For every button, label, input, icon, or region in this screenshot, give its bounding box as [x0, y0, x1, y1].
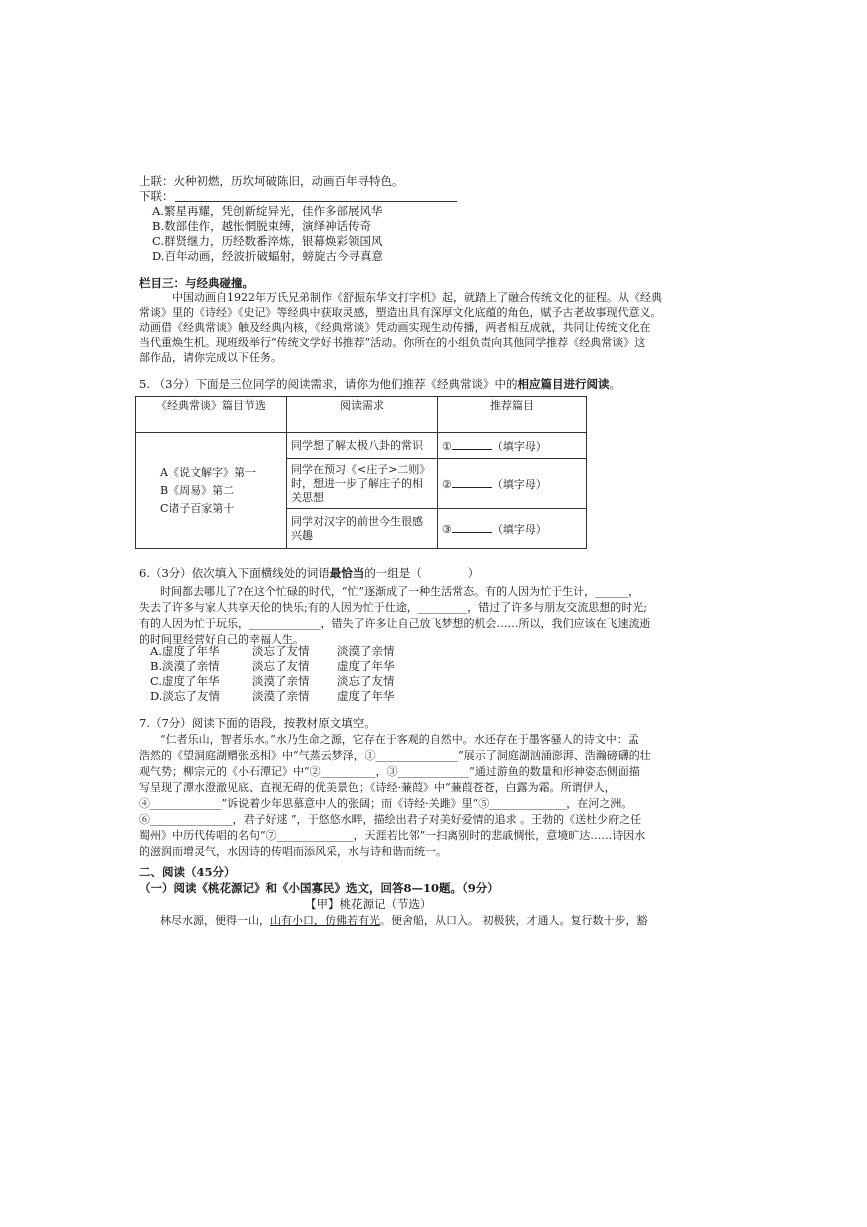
q6-passage-line: 有的人因为忙于玩乐，_____________，错失了许多让自己放飞梦想的机会……所以，我们应该在飞速流逝: [139, 617, 651, 630]
q6-passage-line: 的时间里经营好自己的幸福人生。: [139, 633, 304, 646]
q5-need-3: 同学对汉字的前世今生很感兴趣: [287, 509, 438, 549]
q6-stem-emphasis: 最恰当: [329, 566, 365, 580]
q7-passage-line: 浩然的《望洞庭湖赠张丞相》中“气蒸云梦泽，①_______________”展示了洞庭湖汹涌澎湃、浩瀚磅礴的壮: [139, 749, 651, 762]
section3-title: 栏目三：与经典碰撞。: [139, 276, 254, 290]
section3-paragraph-line: 中国动画自1922年万氏兄弟制作《舒振东华文打字机》起，就踏上了融合传统文化的征程。从《经典: [172, 291, 662, 304]
section3-paragraph-line: 常谈》里的《诗经》《史记》等经典中获取灵感，塑造出具有深厚文化底蕴的角色，赋予古老故事现代意义。: [139, 306, 662, 319]
q5-chapter-c: C诸子百家第十: [160, 501, 235, 515]
q7-passage-line: 写呈现了潭水澄澈见底、直视无碍的优美景色；《诗经·蒹葭》中“蒹葭苍苍，白露为霜。所谓伊人，: [139, 781, 616, 794]
part2-title: 二、阅读（45分）: [139, 865, 236, 879]
q7-passage-line: 蜀州》中历代传唱的名句“⑦______________，天涯若比邻”一扫离别时的悲戚惆怅，意境旷达……诗因水: [139, 829, 646, 842]
q5-need-1: 同学想了解太极八卦的常识: [287, 433, 438, 459]
q5-header-recommend: 推荐篇目: [438, 397, 587, 433]
q5-chapter-list: [136, 433, 287, 549]
q5-answer-3: ③ （填字母）: [438, 509, 587, 549]
section3-paragraph-line: 部作品，请你完成以下任务。: [139, 351, 282, 364]
couplet-option-c: C.群贤继力，历经数番淬炼，银幕焕彩领国风: [152, 234, 383, 248]
part2-subtitle: （一）阅读《桃花源记》和《小国寡民》选文，回答8—10题。（9分）: [139, 881, 499, 895]
q5-stem-emphasis: 相应篇目进行阅读: [517, 377, 610, 391]
exam-page: 上联：火种初燃，历坎坷破陈旧，动画百年寻特色。 下联： A.繁星再耀，凭创新绽异光，佳作多部展风华 B.数部佳作，越怅惘脱束缚，演绎神话传奇 C.群贤继力，历经数番淬炼，银幕焕彩领国风 D.百年动画，经波折破蝠射，螃旋古今寻真意 栏目三：与经典碰撞。 中国动画自1922年万氏兄弟制作《舒振东华文打字机》起，就踏上了融合传统文化的征程。从《经典 常谈》里的《诗经》《史记》等经典中获取灵感，塑造出具有深厚文化底蕴的角色，赋予古老故事现代意义。 动画借《经典常谈》触及经典内核，《经典常谈》凭动画实现生动传播，两者相互成就，共同让传统文化在 当代重焕生机。现班级举行“传统文学好书推荐”活动。你所在的小组负责向其他同学推荐《经典常谈》这 部作品，请你完成以下任务。 5. （3分）下面是三位同学的阅读需求，请你为他们推荐《经典常谈》中的相应篇目进行阅读。 《经典常谈》篇目节选 阅读需求 推荐篇目 A《说文解字》第一 B《周易》第二 C诸子百家第十 同学想了解太极八卦的常识 ① （填字母） 同学在预习《<庄子>二则》时，想进一步了解庄子的相关思想 ② （填字母） 同学对汉字的前世今生很感兴趣 ③ （填字母） 6.（3分）依次填入下面横线处的词语最恰当的一组是（ ） 时间都去哪儿了?在这个忙碌的时代，“忙”逐渐成了一种生活常态。有的人因为忙于生计，______， 失去了许多与家人共享天伦的快乐;有的人因为忙于仕途，_________，错过了许多与朋友交流思想的时光; 有的人因为忙于玩乐，_____________，错失了许多让自己放飞梦想的机会……所以，我们应该在飞速流逝 的时间里经营好自己的幸福人生。 A.虚度了年华 淡忘了友情 淡漠了亲情 B.淡漠了亲情 淡忘了友情 虚度了年华 C.虚度了年华 淡漠了亲情 淡忘了友情 D.淡忘了友情 淡漠了亲情 虚度了年华 7.（7分）阅读下面的语段，按教材原文填空。 “仁者乐山，智者乐水。”水乃生命之源，它存在于客观的自然中。水还存在于墨客骚人的诗文中：孟 浩然的《望洞庭湖赠张丞相》中“气蒸云梦泽，①_______________”展示了洞庭湖汹涌澎湃、浩瀚磅礴的壮 观气势；柳宗元的《小石潭记》中“②__________，③_____________”通过游鱼的数量和形神姿态侧面描 写呈现了潭水澄澈见底、直视无碍的优美景色；《诗经·蒹葭》中“蒹葭苍苍，白露为霜。所谓伊人， ④_____________”诉说着少年思慕意中人的张阔；而《诗经·关雎》里“⑤______________，在河之洲。 ⑥_______________，君子好逑 ”，于悠悠水畔，描绘出君子对美好爱情的追求 。王勃的《送杜少府之任 蜀州》中历代传唱的名句“⑦______________，天涯若比邻”一扫离别时的悲戚惆怅，意境旷达……诗因水 的滋润而增灵气，水因诗的传唱而添风采，水与诗和谐而统一。 二、阅读（45分） （一）阅读《桃花源记》和《小国寡民》选文，回答8—10题。（9分） 【甲】桃花源记（节选） 林尽水源，便得一山，山有小口，仿佛若有光。便舍船，从口入。 初极狭，才通人。复行数十步，豁: [0, 0, 867, 1227]
q7-passage-line: 的滋润而增灵气，水因诗的传唱而添风采，水与诗和谐而统一。: [139, 845, 447, 858]
q5-stem: 5. （3分）下面是三位同学的阅读需求，请你为他们推荐《经典常谈》中的相应篇目进行阅读。: [139, 377, 621, 391]
text-a-first-line: 林尽水源，便得一山，山有小口，仿佛若有光。便舍船，从口入。 初极狭，才通人。复行数十步，豁: [160, 914, 648, 927]
couplet-option-a: A.繁星再耀，凭创新绽异光，佳作多部展风华: [152, 204, 383, 218]
q5-blank-1[interactable]: [452, 438, 492, 450]
couplet-lower-label: 下联：: [139, 189, 174, 203]
q5-blank-3[interactable]: [452, 521, 492, 533]
q5-need-2: 同学在预习《<庄子>二则》时，想进一步了解庄子的相关思想: [287, 459, 438, 509]
couplet-upper: 上联：火种初燃，历坎坷破陈旧，动画百年寻特色。: [139, 174, 404, 188]
couplet-answer-line: [175, 201, 457, 202]
text-a-underlined-phrase: 山有小口，仿佛若有光: [270, 914, 380, 927]
q6-passage-line: 失去了许多与家人共享天伦的快乐;有的人因为忙于仕途，_________，错过了许多与朋友交流思想的时光;: [139, 601, 647, 614]
section3-paragraph-line: 动画借《经典常谈》触及经典内核，《经典常谈》凭动画实现生动传播，两者相互成就，共同让传统文化在: [139, 321, 651, 334]
q5-header-needs: 阅读需求: [287, 397, 438, 433]
q7-passage-line: ⑥_______________，君子好逑 ”，于悠悠水畔，描绘出君子对美好爱情的追求 。王勃的《送杜少府之任: [139, 813, 642, 826]
q5-blank-2[interactable]: [452, 476, 492, 488]
couplet-option-d: D.百年动画，经波折破蝠射，螃旋古今寻真意: [152, 249, 383, 263]
q7-passage-line: “仁者乐山，智者乐水。”水乃生命之源，它存在于客观的自然中。水还存在于墨客骚人的诗文中：孟: [160, 733, 639, 746]
q7-passage-line: ④_____________”诉说着少年思慕意中人的张阔；而《诗经·关雎》里“⑤______________，在河之洲。: [139, 797, 633, 810]
q6-passage-line: 时间都去哪儿了?在这个忙碌的时代，“忙”逐渐成了一种生活常态。有的人因为忙于生计，______，: [160, 585, 640, 598]
q7-stem: 7.（7分）阅读下面的语段，按教材原文填空。: [139, 716, 376, 730]
text-a-title: 【甲】桃花源记（节选）: [305, 897, 432, 911]
q7-passage-line: 观气势；柳宗元的《小石潭记》中“②__________，③_____________”通过游鱼的数量和形神姿态侧面描: [139, 765, 640, 778]
q5-table: [135, 396, 587, 549]
q5-answer-2: ② （填字母）: [438, 459, 587, 509]
q5-chapter-a: A《说文解字》第一: [160, 465, 256, 479]
q6-stem: 6.（3分）依次填入下面横线处的词语最恰当的一组是（ ）: [139, 566, 480, 580]
q5-answer-1: ① （填字母）: [438, 433, 587, 459]
q5-header-chapters: 《经典常谈》篇目节选: [136, 397, 287, 433]
section3-paragraph-line: 当代重焕生机。现班级举行“传统文学好书推荐”活动。你所在的小组负责向其他同学推荐《经典常谈》这: [139, 336, 646, 349]
couplet-option-b: B.数部佳作，越怅惘脱束缚，演绎神话传奇: [152, 219, 372, 233]
q5-chapter-b: B《周易》第二: [160, 483, 235, 497]
